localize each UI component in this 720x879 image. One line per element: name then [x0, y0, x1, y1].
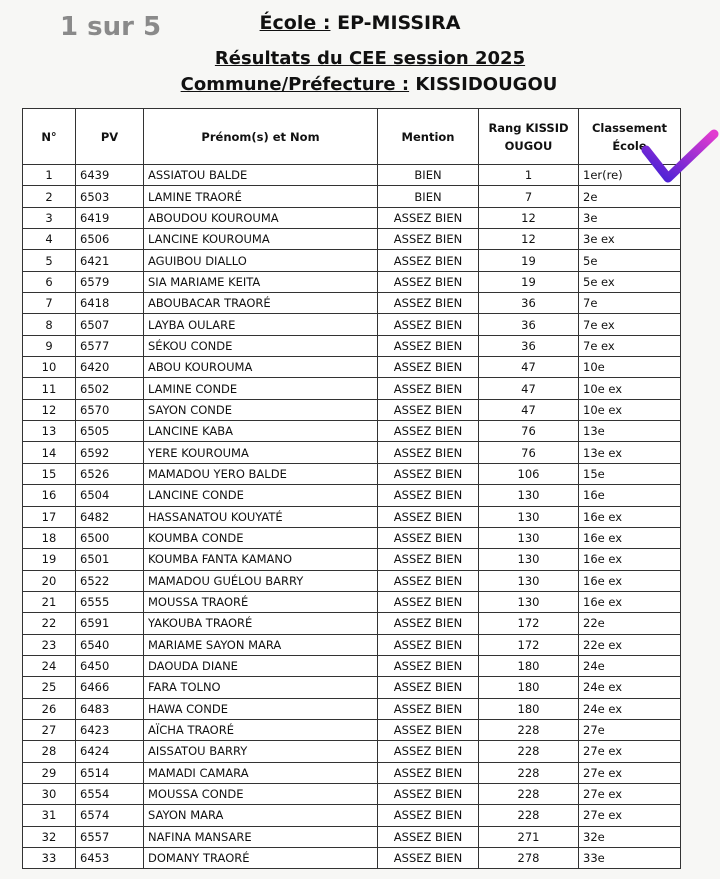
row-rank: 76 [479, 421, 579, 442]
row-mention: ASSEZ BIEN [378, 826, 479, 847]
row-number: 1 [23, 165, 76, 186]
row-pv: 6554 [76, 783, 144, 804]
row-name: SAYON CONDE [144, 399, 378, 420]
row-rank: 228 [479, 783, 579, 804]
row-name: ABOUBACAR TRAORÉ [144, 293, 378, 314]
row-pv: 6503 [76, 186, 144, 207]
row-mention: ASSEZ BIEN [378, 762, 479, 783]
table-header-row [23, 109, 681, 165]
row-classement: 24e ex [579, 698, 681, 719]
results-title-row [0, 48, 720, 69]
row-classement: 7e ex [579, 314, 681, 335]
row-name: ABOU KOUROUMA [144, 357, 378, 378]
row-mention: ASSEZ BIEN [378, 506, 479, 527]
table-row [23, 677, 681, 698]
row-number: 7 [23, 293, 76, 314]
col-header-rank-text: Rang KISSID OUGOU [488, 120, 569, 153]
row-number: 11 [23, 378, 76, 399]
row-mention: ASSEZ BIEN [378, 442, 479, 463]
row-pv: 6592 [76, 442, 144, 463]
table-row [23, 485, 681, 506]
row-rank: 47 [479, 357, 579, 378]
row-pv: 6557 [76, 826, 144, 847]
table-row [23, 207, 681, 228]
row-mention: ASSEZ BIEN [378, 613, 479, 634]
row-number: 21 [23, 591, 76, 612]
row-mention: ASSEZ BIEN [378, 399, 479, 420]
row-number: 9 [23, 335, 76, 356]
row-name: MARIAME SAYON MARA [144, 634, 378, 655]
row-name: AGUIBOU DIALLO [144, 250, 378, 271]
row-pv: 6501 [76, 549, 144, 570]
row-classement: 27e ex [579, 762, 681, 783]
table-row [23, 783, 681, 804]
row-pv: 6505 [76, 421, 144, 442]
row-mention: ASSEZ BIEN [378, 549, 479, 570]
row-classement: 7e [579, 293, 681, 314]
row-mention: ASSEZ BIEN [378, 655, 479, 676]
row-pv: 6555 [76, 591, 144, 612]
table-row [23, 848, 681, 869]
table-row [23, 655, 681, 676]
table-row [23, 549, 681, 570]
commune-heading [0, 74, 720, 95]
row-number: 2 [23, 186, 76, 207]
table-row [23, 634, 681, 655]
row-classement: 2e [579, 186, 681, 207]
table-row [23, 229, 681, 250]
table-row [23, 442, 681, 463]
row-mention: ASSEZ BIEN [378, 570, 479, 591]
row-classement: 16e ex [579, 591, 681, 612]
row-rank: 172 [479, 613, 579, 634]
col-header-rank [479, 109, 579, 165]
row-mention: ASSEZ BIEN [378, 848, 479, 869]
row-name: SAYON MARA [144, 805, 378, 826]
row-number: 29 [23, 762, 76, 783]
school-name: EP-MISSIRA [330, 12, 461, 34]
row-classement: 22e ex [579, 634, 681, 655]
table-row [23, 186, 681, 207]
row-rank: 228 [479, 805, 579, 826]
row-classement: 3e ex [579, 229, 681, 250]
row-name: MAMADOU GUÉLOU BARRY [144, 570, 378, 591]
table-row [23, 591, 681, 612]
row-pv: 6504 [76, 485, 144, 506]
row-mention: ASSEZ BIEN [378, 463, 479, 484]
row-classement: 5e ex [579, 271, 681, 292]
row-classement: 1er(re) [579, 165, 681, 186]
row-classement: 27e [579, 719, 681, 740]
table-row [23, 165, 681, 186]
row-pv: 6483 [76, 698, 144, 719]
row-pv: 6466 [76, 677, 144, 698]
row-number: 17 [23, 506, 76, 527]
row-classement: 16e [579, 485, 681, 506]
row-number: 6 [23, 271, 76, 292]
row-mention: BIEN [378, 186, 479, 207]
row-mention: ASSEZ BIEN [378, 698, 479, 719]
row-name: YAKOUBA TRAORÉ [144, 613, 378, 634]
table-row [23, 399, 681, 420]
row-rank: 130 [479, 485, 579, 506]
row-mention: ASSEZ BIEN [378, 634, 479, 655]
row-classement: 16e ex [579, 549, 681, 570]
row-rank: 228 [479, 741, 579, 762]
page-counter: 1 sur 5 [60, 12, 162, 42]
row-classement: 3e [579, 207, 681, 228]
row-name: MAMADI CAMARA [144, 762, 378, 783]
row-name: DOMANY TRAORÉ [144, 848, 378, 869]
row-name: KOUMBA CONDE [144, 527, 378, 548]
row-mention: BIEN [378, 165, 479, 186]
table-row [23, 314, 681, 335]
row-classement: 27e ex [579, 783, 681, 804]
row-mention: ASSEZ BIEN [378, 357, 479, 378]
row-rank: 228 [479, 719, 579, 740]
row-name: SIA MARIAME KEITA [144, 271, 378, 292]
row-name: AÏCHA TRAORÉ [144, 719, 378, 740]
table-row [23, 250, 681, 271]
row-rank: 47 [479, 399, 579, 420]
commune-label: Commune/Préfecture : [180, 74, 410, 95]
row-name: MAMADOU YERO BALDE [144, 463, 378, 484]
row-mention: ASSEZ BIEN [378, 335, 479, 356]
row-name: LANCINE KABA [144, 421, 378, 442]
table-row [23, 378, 681, 399]
row-mention: ASSEZ BIEN [378, 250, 479, 271]
row-pv: 6506 [76, 229, 144, 250]
col-header-classement-text: Classement École [591, 120, 668, 153]
table-row [23, 762, 681, 783]
row-rank: 12 [479, 229, 579, 250]
row-name: DAOUDA DIANE [144, 655, 378, 676]
row-classement: 10e ex [579, 399, 681, 420]
row-name: ASSIATOU BALDE [144, 165, 378, 186]
row-pv: 6500 [76, 527, 144, 548]
row-classement: 5e [579, 250, 681, 271]
row-number: 16 [23, 485, 76, 506]
row-name: LAMINE CONDE [144, 378, 378, 399]
row-rank: 12 [479, 207, 579, 228]
row-pv: 6439 [76, 165, 144, 186]
row-mention: ASSEZ BIEN [378, 229, 479, 250]
row-pv: 6418 [76, 293, 144, 314]
row-rank: 130 [479, 527, 579, 548]
row-number: 31 [23, 805, 76, 826]
table-row [23, 421, 681, 442]
row-pv: 6507 [76, 314, 144, 335]
row-pv: 6591 [76, 613, 144, 634]
row-mention: ASSEZ BIEN [378, 591, 479, 612]
row-classement: 27e ex [579, 741, 681, 762]
row-classement: 13e [579, 421, 681, 442]
row-rank: 130 [479, 549, 579, 570]
table-body [23, 165, 681, 869]
row-name: AISSATOU BARRY [144, 741, 378, 762]
row-mention: ASSEZ BIEN [378, 485, 479, 506]
row-classement: 7e ex [579, 335, 681, 356]
row-number: 20 [23, 570, 76, 591]
row-mention: ASSEZ BIEN [378, 527, 479, 548]
row-number: 30 [23, 783, 76, 804]
school-heading [0, 12, 720, 34]
row-pv: 6419 [76, 207, 144, 228]
row-mention: ASSEZ BIEN [378, 293, 479, 314]
row-number: 3 [23, 207, 76, 228]
row-classement: 10e ex [579, 378, 681, 399]
table-row [23, 570, 681, 591]
row-number: 14 [23, 442, 76, 463]
row-number: 18 [23, 527, 76, 548]
row-number: 25 [23, 677, 76, 698]
row-mention: ASSEZ BIEN [378, 741, 479, 762]
row-name: KOUMBA FANTA KAMANO [144, 549, 378, 570]
row-number: 19 [23, 549, 76, 570]
row-classement: 10e [579, 357, 681, 378]
table-row [23, 527, 681, 548]
results-title: Résultats du CEE session 2025 [214, 48, 526, 69]
row-pv: 6574 [76, 805, 144, 826]
results-table [22, 108, 681, 869]
row-rank: 228 [479, 762, 579, 783]
row-pv: 6514 [76, 762, 144, 783]
row-classement: 16e ex [579, 506, 681, 527]
row-classement: 32e [579, 826, 681, 847]
col-header-number: N° [23, 109, 76, 165]
checkmark-icon [636, 128, 720, 192]
table-row [23, 506, 681, 527]
row-classement: 16e ex [579, 570, 681, 591]
row-number: 5 [23, 250, 76, 271]
row-mention: ASSEZ BIEN [378, 421, 479, 442]
row-name: SÉKOU CONDE [144, 335, 378, 356]
row-rank: 7 [479, 186, 579, 207]
row-rank: 36 [479, 314, 579, 335]
table-row [23, 719, 681, 740]
row-rank: 130 [479, 506, 579, 527]
row-number: 26 [23, 698, 76, 719]
row-mention: ASSEZ BIEN [378, 719, 479, 740]
row-classement: 33e [579, 848, 681, 869]
row-rank: 180 [479, 655, 579, 676]
row-name: FARA TOLNO [144, 677, 378, 698]
row-name: HASSANATOU KOUYATÉ [144, 506, 378, 527]
row-name: LAMINE TRAORÉ [144, 186, 378, 207]
row-rank: 106 [479, 463, 579, 484]
row-rank: 1 [479, 165, 579, 186]
table-row [23, 741, 681, 762]
row-name: MOUSSA TRAORÉ [144, 591, 378, 612]
row-rank: 47 [479, 378, 579, 399]
table-row [23, 357, 681, 378]
row-rank: 271 [479, 826, 579, 847]
school-label: École : [259, 12, 331, 34]
row-classement: 13e ex [579, 442, 681, 463]
row-name: HAWA CONDE [144, 698, 378, 719]
row-number: 13 [23, 421, 76, 442]
commune-name: KISSIDOUGOU [409, 74, 558, 95]
col-header-mention: Mention [378, 109, 479, 165]
row-pv: 6421 [76, 250, 144, 271]
row-classement: 24e [579, 655, 681, 676]
col-header-pv: PV [76, 109, 144, 165]
row-number: 8 [23, 314, 76, 335]
row-mention: ASSEZ BIEN [378, 783, 479, 804]
row-pv: 6453 [76, 848, 144, 869]
row-rank: 180 [479, 698, 579, 719]
table-row [23, 826, 681, 847]
row-number: 28 [23, 741, 76, 762]
table-row [23, 698, 681, 719]
row-classement: 22e [579, 613, 681, 634]
table-row [23, 613, 681, 634]
table-row [23, 293, 681, 314]
row-name: LANCINE CONDE [144, 485, 378, 506]
row-number: 27 [23, 719, 76, 740]
row-pv: 6482 [76, 506, 144, 527]
row-pv: 6502 [76, 378, 144, 399]
row-number: 32 [23, 826, 76, 847]
col-header-name: Prénom(s) et Nom [144, 109, 378, 165]
row-number: 12 [23, 399, 76, 420]
row-mention: ASSEZ BIEN [378, 271, 479, 292]
row-classement: 27e ex [579, 805, 681, 826]
row-rank: 130 [479, 591, 579, 612]
row-rank: 36 [479, 335, 579, 356]
row-rank: 76 [479, 442, 579, 463]
row-mention: ASSEZ BIEN [378, 378, 479, 399]
row-number: 23 [23, 634, 76, 655]
row-mention: ASSEZ BIEN [378, 677, 479, 698]
row-pv: 6577 [76, 335, 144, 356]
row-name: ABOUDOU KOUROUMA [144, 207, 378, 228]
row-pv: 6423 [76, 719, 144, 740]
row-mention: ASSEZ BIEN [378, 207, 479, 228]
row-pv: 6540 [76, 634, 144, 655]
row-rank: 130 [479, 570, 579, 591]
row-number: 4 [23, 229, 76, 250]
row-mention: ASSEZ BIEN [378, 805, 479, 826]
row-number: 10 [23, 357, 76, 378]
row-rank: 180 [479, 677, 579, 698]
row-pv: 6522 [76, 570, 144, 591]
table-row [23, 271, 681, 292]
row-rank: 19 [479, 271, 579, 292]
row-classement: 24e ex [579, 677, 681, 698]
row-mention: ASSEZ BIEN [378, 314, 479, 335]
row-rank: 19 [479, 250, 579, 271]
row-pv: 6424 [76, 741, 144, 762]
row-number: 15 [23, 463, 76, 484]
row-pv: 6526 [76, 463, 144, 484]
row-classement: 15e [579, 463, 681, 484]
row-number: 22 [23, 613, 76, 634]
row-classement: 16e ex [579, 527, 681, 548]
row-name: MOUSSA CONDE [144, 783, 378, 804]
row-rank: 172 [479, 634, 579, 655]
row-name: LANCINE KOUROUMA [144, 229, 378, 250]
row-number: 24 [23, 655, 76, 676]
row-name: NAFINA MANSARE [144, 826, 378, 847]
row-rank: 36 [479, 293, 579, 314]
row-pv: 6570 [76, 399, 144, 420]
row-name: YERE KOUROUMA [144, 442, 378, 463]
row-pv: 6420 [76, 357, 144, 378]
row-rank: 278 [479, 848, 579, 869]
row-pv: 6579 [76, 271, 144, 292]
table-row [23, 335, 681, 356]
row-pv: 6450 [76, 655, 144, 676]
row-number: 33 [23, 848, 76, 869]
table-row [23, 463, 681, 484]
table-row [23, 805, 681, 826]
row-name: LAYBA OULARE [144, 314, 378, 335]
